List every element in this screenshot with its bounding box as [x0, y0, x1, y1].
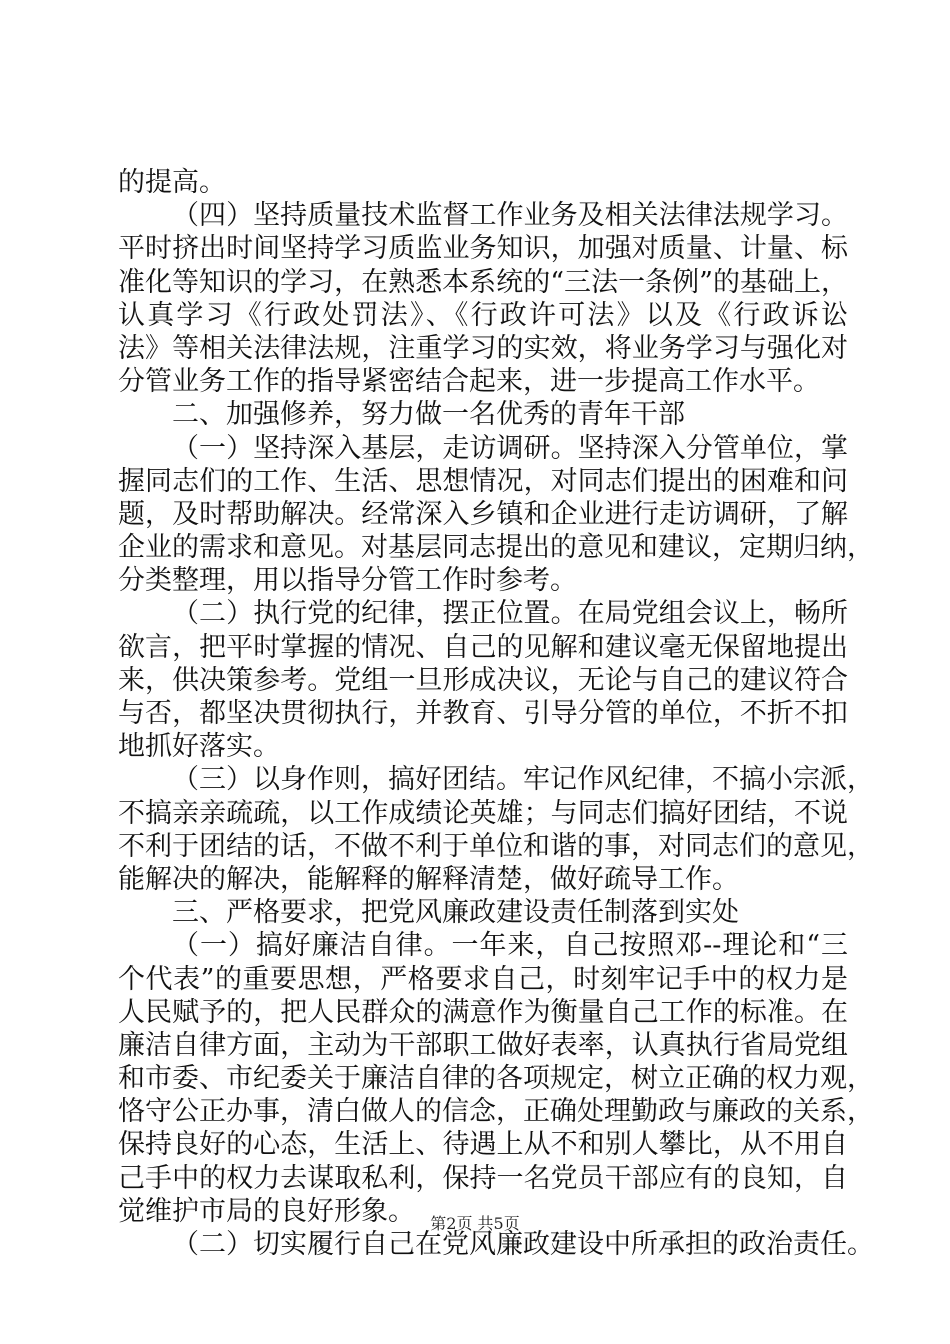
text-line: 企业的需求和意见。对基层同志提出的意见和建议，定期归纳，	[118, 532, 874, 564]
text-line: 不利于团结的话，不做不利于单位和谐的事，对同志们的意见，	[118, 830, 874, 862]
body-text	[118, 166, 874, 1261]
text-line: 廉洁自律方面，主动为干部职工做好表率，认真执行省局党组	[118, 1029, 848, 1061]
text-line: 保持良好的心态，生活上、待遇上从不和别人攀比，从不用自	[118, 1129, 848, 1161]
text-line: 分管业务工作的指导紧密结合起来，进一步提高工作水平。	[118, 366, 820, 398]
text-line: （二）执行党的纪律，摆正位置。在局党组会议上，畅所	[172, 598, 848, 630]
text-line: 准化等知识的学习，在熟悉本系统的“三法一条例”的基础上，	[118, 266, 848, 298]
text-line: 欲言，把平时掌握的情况、自己的见解和建议毫无保留地提出	[118, 631, 848, 663]
text-line: 平时挤出时间坚持学习质监业务知识，加强对质量、计量、标	[118, 233, 848, 265]
text-line: 恪守公正办事，清白做人的信念，正确处理勤政与廉政的关系，	[118, 1096, 874, 1128]
text-line: （一）搞好廉洁自律。一年来，自己按照邓--理论和“三	[172, 930, 848, 962]
text-line: 己手中的权力去谋取私利，保持一名党员干部应有的良知，自	[118, 1162, 848, 1194]
text-line: 和市委、市纪委关于廉洁自律的各项规定，树立正确的权力观，	[118, 1063, 874, 1095]
text-line: 与否，都坚决贯彻执行，并教育、引导分管的单位，不折不扣	[118, 698, 848, 729]
text-line: 觉维护市局的良好形象。	[118, 1195, 415, 1227]
section-heading: 三、严格要求，把党风廉政建设责任制落到实处	[172, 897, 739, 929]
text-line: 题，及时帮助解决。经常深入乡镇和企业进行走访调研，了解	[118, 498, 848, 530]
text-line: （一）坚持深入基层，走访调研。坚持深入分管单位，掌	[172, 432, 848, 464]
page-number: 第2页 共5页	[430, 1214, 520, 1233]
text-line: 个代表”的重要思想，严格要求自己，时刻牢记手中的权力是	[118, 963, 848, 995]
text-line: 握同志们的工作、生活、思想情况，对同志们提出的困难和问	[118, 465, 848, 497]
text-line: （四）坚持质量技术监督工作业务及相关法律法规学习。	[172, 200, 848, 232]
text-line: 地抓好落实。	[118, 731, 280, 763]
text-line: 能解决的解决，能解释的解释清楚，做好疏导工作。	[118, 863, 739, 895]
text-line: 不搞亲亲疏疏，以工作成绩论英雄；与同志们搞好团结，不说	[118, 797, 848, 829]
text-line: 法》等相关法律法规，注重学习的实效，将业务学习与强化对	[118, 332, 848, 364]
text-line: 分类整理，用以指导分管工作时参考。	[118, 565, 577, 597]
text-line: 认真学习《行政处罚法》、《行政许可法》以及《行政诉讼	[118, 299, 848, 331]
section-heading: 二、加强修养，努力做一名优秀的青年干部	[172, 399, 685, 431]
text-line: 来，供决策参考。党组一旦形成决议，无论与自己的建议符合	[118, 664, 848, 696]
text-line: 的提高。	[118, 167, 226, 198]
text-line: （二）切实履行自己在党风廉政建设中所承担的政治责任。	[172, 1229, 874, 1260]
text-line: （三）以身作则，搞好团结。牢记作风纪律，不搞小宗派，	[172, 764, 874, 796]
text-line: 人民赋予的，把人民群众的满意作为衡量自己工作的标准。在	[118, 996, 848, 1028]
